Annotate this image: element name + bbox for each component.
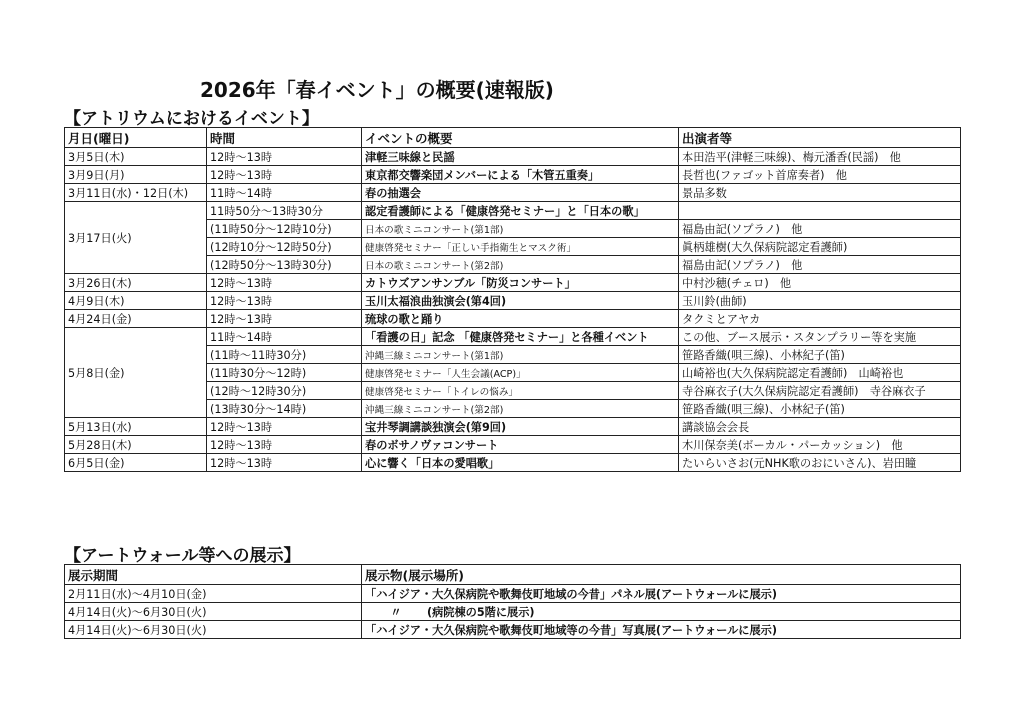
sub-event-time: (11時30分～12時)	[207, 364, 362, 382]
event-cast: この他、ブース展示・スタンプラリー等を実施	[679, 328, 961, 346]
table-row	[65, 166, 961, 184]
exhibit-description-cell	[362, 603, 961, 621]
exhibit-description: (病院棟の5階に展示)	[427, 605, 535, 619]
table-row	[65, 603, 961, 621]
event-time: 12時～13時	[207, 166, 362, 184]
sub-event-time: (11時～11時30分)	[207, 346, 362, 364]
table-row	[65, 621, 961, 639]
event-title: 宝井琴調講談独演会(第9回)	[362, 418, 679, 436]
event-cast	[679, 202, 961, 220]
table-row	[65, 274, 961, 292]
event-title: 「看護の日」記念 「健康啓発セミナー」と各種イベント	[362, 328, 679, 346]
event-time: 12時～13時	[207, 418, 362, 436]
sub-event-title: 健康啓発セミナー「正しい手指衛生とマスク術」	[362, 238, 679, 256]
column-header-time: 時間	[207, 128, 362, 148]
exhibit-period: 4月14日(火)～6月30日(火)	[65, 621, 362, 639]
table-row	[65, 454, 961, 472]
table-row	[65, 585, 961, 603]
event-cast: 本田浩平(津軽三味線)、梅元潘香(民謡) 他	[679, 148, 961, 166]
table-row	[65, 418, 961, 436]
event-time: 11時～14時	[207, 184, 362, 202]
event-date: 3月9日(月)	[65, 166, 207, 184]
sub-event-cast: 笹路香織(唄三線)、小林紀子(笛)	[679, 400, 961, 418]
sub-event-title: 沖縄三線ミニコンサート(第1部)	[362, 346, 679, 364]
column-header-exhibit: 展示物(展示場所)	[362, 565, 961, 585]
sub-event-cast: 福島由記(ソプラノ) 他	[679, 220, 961, 238]
page-title: 2026年「春イベント」の概要(速報版)	[200, 78, 554, 102]
artwall-exhibits-table	[64, 564, 961, 639]
table-row	[65, 148, 961, 166]
event-cast: たいらいさお(元NHK歌のおにいさん)、岩田瞳	[679, 454, 961, 472]
table-header-row	[65, 565, 961, 585]
sub-event-title: 日本の歌ミニコンサート(第2部)	[362, 256, 679, 274]
event-time: 11時50分～13時30分	[207, 202, 362, 220]
column-header-date: 月日(曜日)	[65, 128, 207, 148]
event-date: 4月9日(木)	[65, 292, 207, 310]
sub-event-title: 健康啓発セミナー「人生会議(ACP)」	[362, 364, 679, 382]
event-date: 4月24日(金)	[65, 310, 207, 328]
event-time: 12時～13時	[207, 274, 362, 292]
event-title: 津軽三味線と民謡	[362, 148, 679, 166]
event-cast: 中村沙穂(チェロ) 他	[679, 274, 961, 292]
event-cast: 長哲也(ファゴット首席奏者) 他	[679, 166, 961, 184]
sub-event-title: 健康啓発セミナー「トイレの悩み」	[362, 382, 679, 400]
event-date: 6月5日(金)	[65, 454, 207, 472]
exhibit-period: 4月14日(火)～6月30日(火)	[65, 603, 362, 621]
sub-event-cast: 福島由記(ソプラノ) 他	[679, 256, 961, 274]
artwall-section-heading: 【アートウォール等への展示】	[64, 546, 301, 566]
event-title: 琉球の歌と踊り	[362, 310, 679, 328]
event-cast: 玉川鈴(曲師)	[679, 292, 961, 310]
sub-event-title: 沖縄三線ミニコンサート(第2部)	[362, 400, 679, 418]
event-cast: タクミとアヤカ	[679, 310, 961, 328]
event-title: 認定看護師による「健康啓発セミナー」と「日本の歌」	[362, 202, 679, 220]
sub-event-cast: 笹路香織(唄三線)、小林紀子(笛)	[679, 346, 961, 364]
sub-event-cast: 山崎裕也(大久保病院認定看護師) 山崎裕也	[679, 364, 961, 382]
table-row	[65, 202, 961, 220]
event-cast: 景品多数	[679, 184, 961, 202]
event-cast: 講談協会会長	[679, 418, 961, 436]
event-title: 心に響く「日本の愛唱歌」	[362, 454, 679, 472]
column-header-event: イベントの概要	[362, 128, 679, 148]
event-date: 5月8日(金)	[65, 328, 207, 418]
sub-event-cast: 寺谷麻衣子(大久保病院認定看護師) 寺谷麻衣子	[679, 382, 961, 400]
event-date: 3月11日(水)・12日(木)	[65, 184, 207, 202]
event-time: 11時～14時	[207, 328, 362, 346]
event-time: 12時～13時	[207, 148, 362, 166]
event-time: 12時～13時	[207, 436, 362, 454]
atrium-section-heading: 【アトリウムにおけるイベント】	[64, 109, 319, 129]
event-title: 東京都交響楽団メンバーによる「木管五重奏」	[362, 166, 679, 184]
exhibit-period: 2月11日(水)～4月10日(金)	[65, 585, 362, 603]
ditto-mark: 〃	[390, 605, 402, 619]
table-row	[65, 310, 961, 328]
sub-event-time: (13時30分～14時)	[207, 400, 362, 418]
table-row	[65, 328, 961, 346]
event-date: 5月28日(木)	[65, 436, 207, 454]
event-title: 春のボサノヴァコンサート	[362, 436, 679, 454]
table-row	[65, 436, 961, 454]
sub-event-title: 日本の歌ミニコンサート(第1部)	[362, 220, 679, 238]
event-title: カトウズアンサンブル「防災コンサート」	[362, 274, 679, 292]
exhibit-description: 「ハイジア・大久保病院や歌舞伎町地域等の今昔」写真展(アートウォールに展示)	[362, 621, 961, 639]
event-title: 春の抽選会	[362, 184, 679, 202]
event-time: 12時～13時	[207, 310, 362, 328]
event-cast: 木川保奈美(ボーカル・パーカッション) 他	[679, 436, 961, 454]
event-title: 玉川太福浪曲独演会(第4回)	[362, 292, 679, 310]
table-row	[65, 184, 961, 202]
event-date: 3月17日(火)	[65, 202, 207, 274]
sub-event-time: (11時50分～12時10分)	[207, 220, 362, 238]
sub-event-time: (12時10分～12時50分)	[207, 238, 362, 256]
event-time: 12時～13時	[207, 292, 362, 310]
sub-event-time: (12時～12時30分)	[207, 382, 362, 400]
table-row	[65, 292, 961, 310]
event-date: 3月5日(木)	[65, 148, 207, 166]
exhibit-description: 「ハイジア・大久保病院や歌舞伎町地域の今昔」パネル展(アートウォールに展示)	[362, 585, 961, 603]
sub-event-cast: 眞柄雄樹(大久保病院認定看護師)	[679, 238, 961, 256]
event-date: 5月13日(水)	[65, 418, 207, 436]
table-header-row	[65, 128, 961, 148]
column-header-period: 展示期間	[65, 565, 362, 585]
column-header-cast: 出演者等	[679, 128, 961, 148]
event-date: 3月26日(木)	[65, 274, 207, 292]
sub-event-time: (12時50分～13時30分)	[207, 256, 362, 274]
atrium-events-table	[64, 127, 961, 472]
event-time: 12時～13時	[207, 454, 362, 472]
